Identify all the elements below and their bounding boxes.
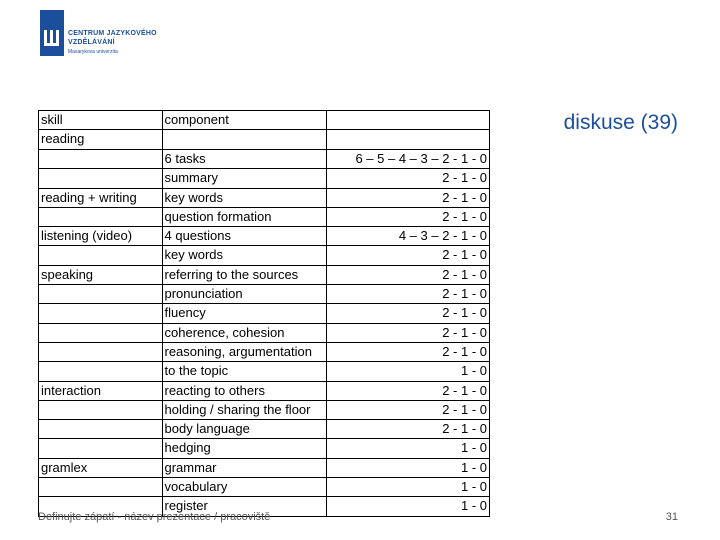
cell-skill [39, 420, 163, 439]
table-row [39, 188, 490, 207]
cell-skill [39, 285, 163, 304]
cell-component: summary [162, 169, 326, 188]
cell-score: 2 - 1 - 0 [326, 342, 489, 361]
cell-component: holding / sharing the floor [162, 400, 326, 419]
cell-score: 1 - 0 [326, 439, 489, 458]
cell-score: 1 - 0 [326, 362, 489, 381]
cell-score: 2 - 1 - 0 [326, 381, 489, 400]
cell-score: 2 - 1 - 0 [326, 207, 489, 226]
cell-score: 1 - 0 [326, 497, 489, 516]
table-row [39, 265, 490, 284]
logo-text-line1: CENTRUM JAZYKOVÉHO [68, 30, 157, 37]
table-row [39, 458, 490, 477]
header-skill: skill [39, 111, 163, 130]
assessment-table [38, 110, 490, 517]
cell-score: 4 – 3 – 2 - 1 - 0 [326, 227, 489, 246]
cell-score: 2 - 1 - 0 [326, 188, 489, 207]
table-row [39, 227, 490, 246]
logo [40, 10, 170, 60]
cell-component: hedging [162, 439, 326, 458]
cell-skill: gramlex [39, 458, 163, 477]
cell-component: body language [162, 420, 326, 439]
cell-score: 6 – 5 – 4 – 3 – 2 - 1 - 0 [326, 150, 489, 169]
cell-component: fluency [162, 304, 326, 323]
cell-score: 2 - 1 - 0 [326, 285, 489, 304]
cell-score: 2 - 1 - 0 [326, 169, 489, 188]
cell-skill: reading + writing [39, 188, 163, 207]
cell-component: grammar [162, 458, 326, 477]
cell-skill [39, 400, 163, 419]
cell-component: register [162, 497, 326, 516]
table-header-row [39, 111, 490, 130]
logo-text-line3: Masarykova univerzita [68, 49, 118, 55]
table-row [39, 169, 490, 188]
table-row [39, 150, 490, 169]
cell-component: referring to the sources [162, 265, 326, 284]
cell-skill [39, 169, 163, 188]
table-row [39, 207, 490, 226]
cell-component: key words [162, 188, 326, 207]
university-logo-icon [40, 10, 64, 56]
table-row [39, 285, 490, 304]
cell-score: 1 - 0 [326, 478, 489, 497]
cell-score: 1 - 0 [326, 458, 489, 477]
cell-score: 2 - 1 - 0 [326, 323, 489, 342]
cell-component: key words [162, 246, 326, 265]
cell-skill [39, 246, 163, 265]
cell-component: pronunciation [162, 285, 326, 304]
cell-component: 4 questions [162, 227, 326, 246]
cell-component: vocabulary [162, 478, 326, 497]
cell-skill: listening (video) [39, 227, 163, 246]
table-row [39, 478, 490, 497]
subheader-score [326, 130, 489, 150]
table-row [39, 420, 490, 439]
table-subheader-row [39, 130, 490, 150]
subheader-skill: reading [39, 130, 163, 150]
cell-component: question formation [162, 207, 326, 226]
table-row [39, 323, 490, 342]
cell-component: reasoning, argumentation [162, 342, 326, 361]
table-row [39, 400, 490, 419]
cell-score: 2 - 1 - 0 [326, 265, 489, 284]
table-row [39, 342, 490, 361]
cell-skill [39, 323, 163, 342]
cell-skill [39, 362, 163, 381]
slide-title: diskuse (39) [563, 111, 678, 134]
cell-skill [39, 304, 163, 323]
cell-skill [39, 439, 163, 458]
cell-skill [39, 478, 163, 497]
cell-skill [39, 150, 163, 169]
cell-score: 2 - 1 - 0 [326, 420, 489, 439]
cell-skill [39, 207, 163, 226]
cell-skill: speaking [39, 265, 163, 284]
header-score [326, 111, 489, 130]
cell-skill: interaction [39, 381, 163, 400]
cell-score: 2 - 1 - 0 [326, 304, 489, 323]
cell-component: coherence, cohesion [162, 323, 326, 342]
header-component: component [162, 111, 326, 130]
cell-component: reacting to others [162, 381, 326, 400]
table-row [39, 362, 490, 381]
logo-text-line2: VZDĚLÁVÁNÍ [68, 39, 115, 46]
table-row [39, 304, 490, 323]
page-number: 31 [665, 511, 678, 523]
cell-score: 2 - 1 - 0 [326, 246, 489, 265]
cell-component: to the topic [162, 362, 326, 381]
footer-text: Definujte zápatí - název prezentace / pracoviště [38, 511, 271, 523]
table-row [39, 246, 490, 265]
cell-component: 6 tasks [162, 150, 326, 169]
table-row [39, 439, 490, 458]
cell-skill [39, 342, 163, 361]
subheader-component [162, 130, 326, 150]
cell-score: 2 - 1 - 0 [326, 400, 489, 419]
table-row [39, 381, 490, 400]
